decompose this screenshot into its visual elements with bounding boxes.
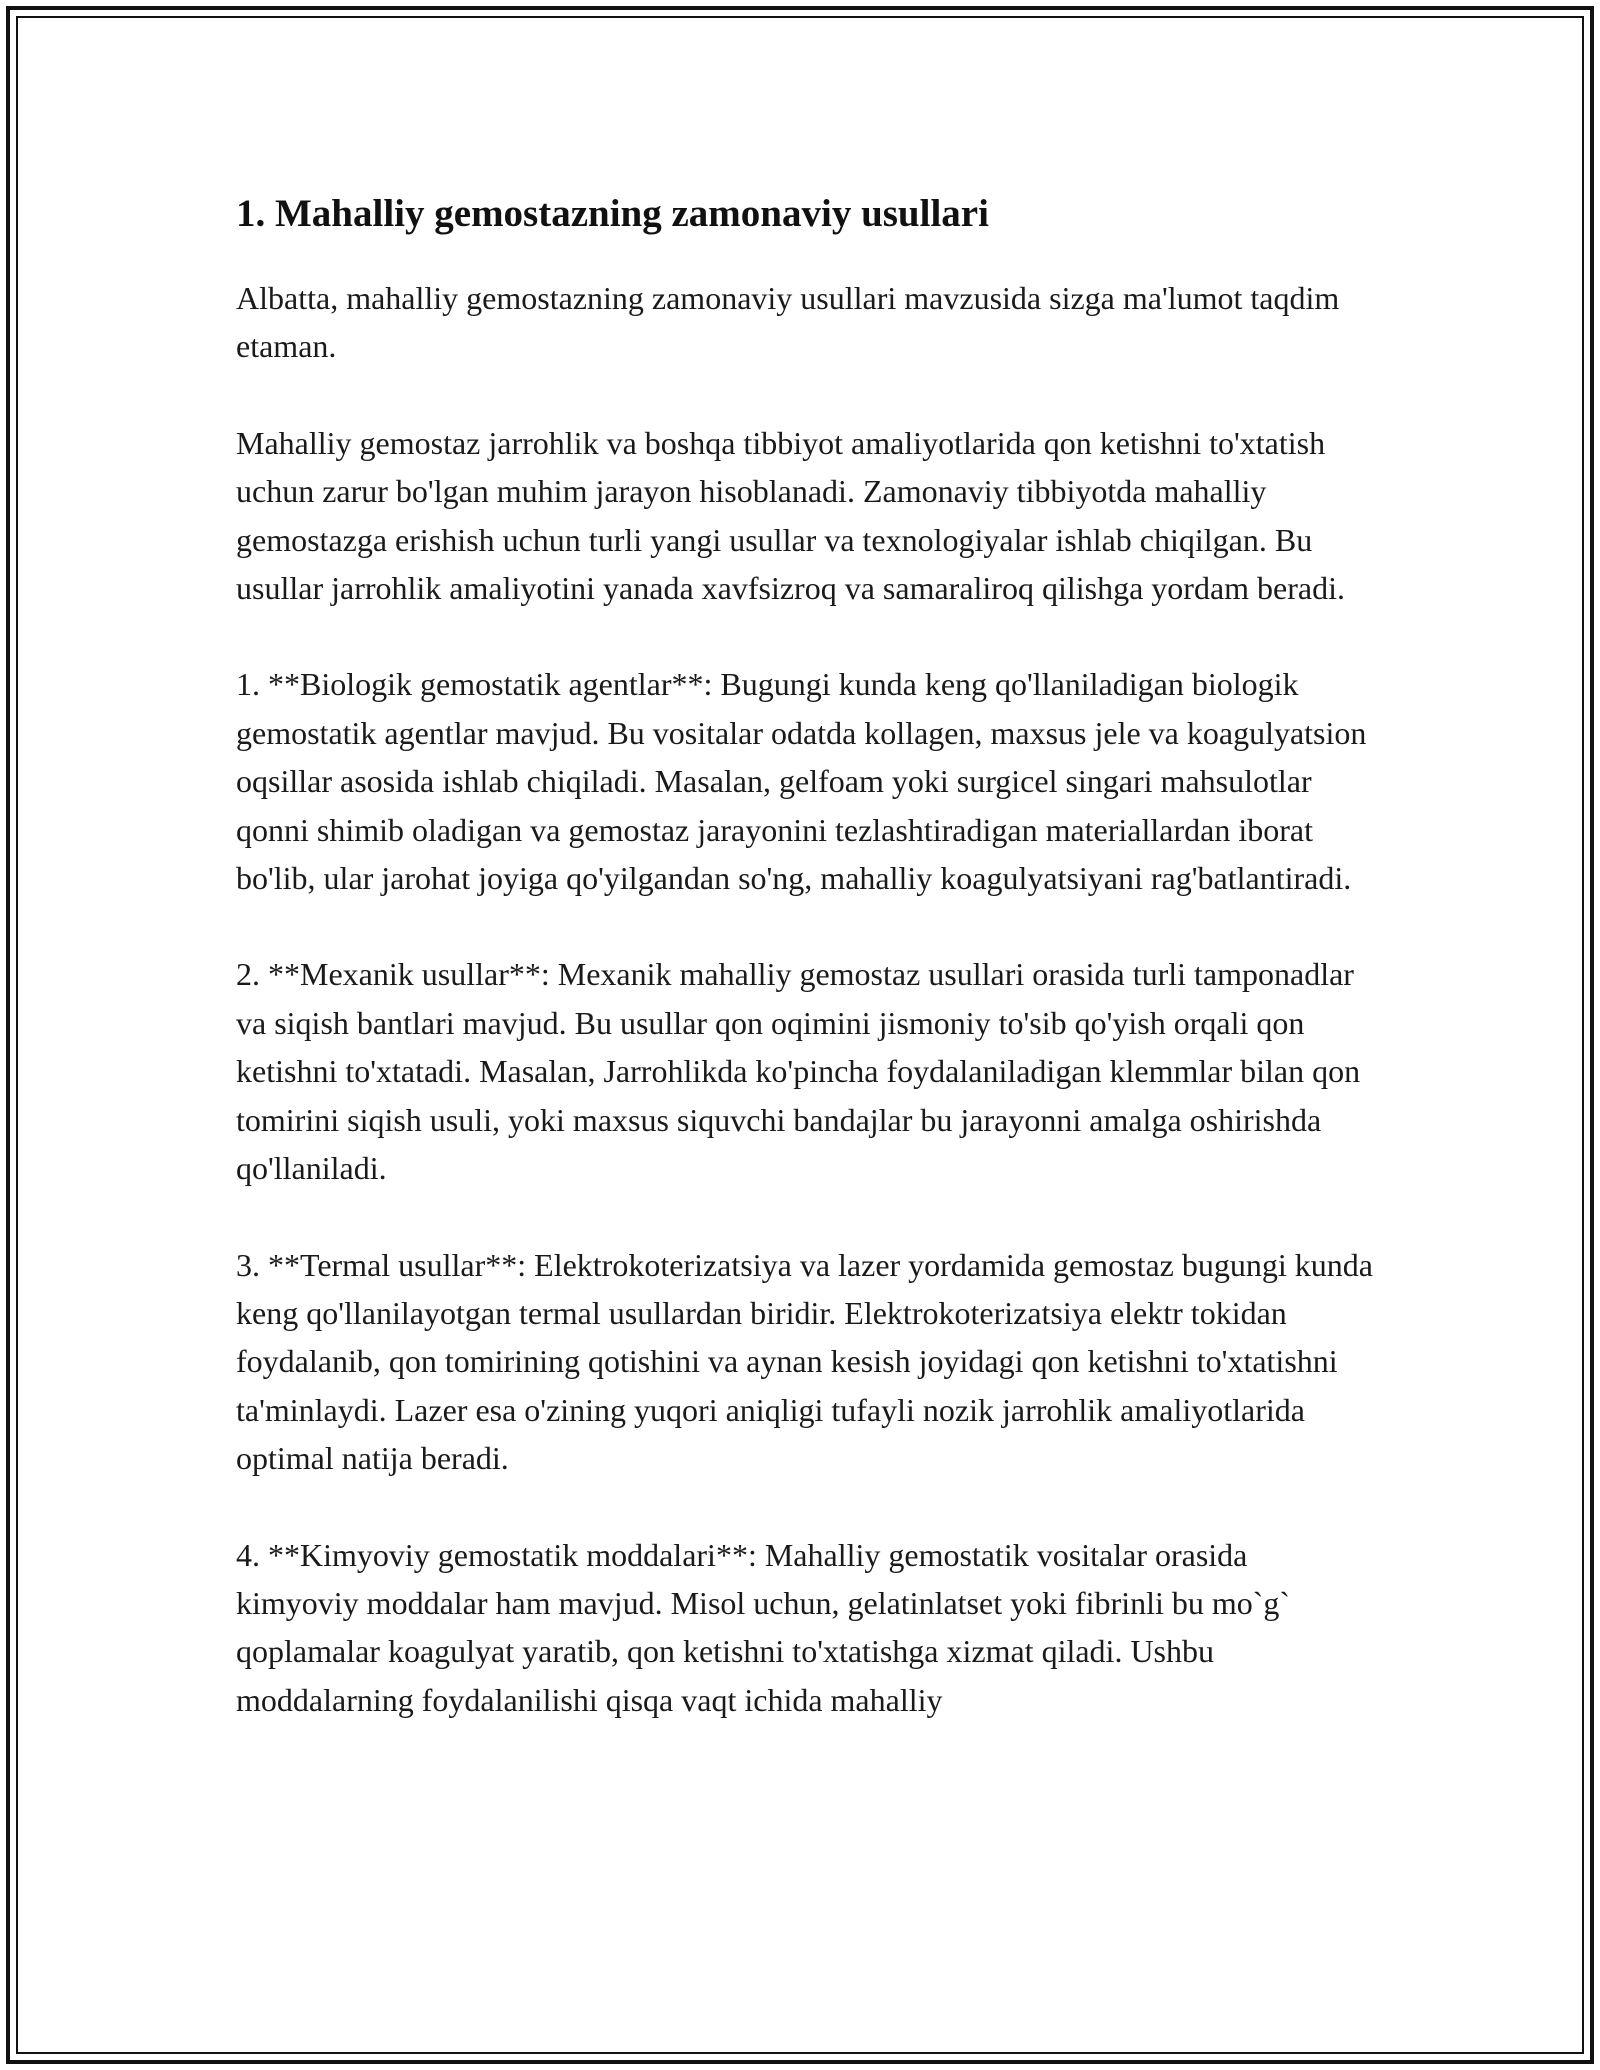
- paragraph-intro: Albatta, mahalliy gemostazning zamonaviy usullari mavzusida sizga ma'lumot taqdim etaman.: [236, 280, 1340, 365]
- paragraph-chemical-agents: 4. **Kimyoviy gemostatik moddalari**: Mahalliy gemostatik vositalar orasida kimyoviy moddalar ham mavjud. Misol uchun, gelatinlatset yoki fibrinli bu mo`g` qoplamalar koagulyat yaratib, qon ketishni to'xtatishga xizmat qiladi. Ushbu moddalarning foydalanilishi qisqa vaqt ichida mahalliy: [236, 1536, 1291, 1718]
- document-body: [236, 188, 1376, 1772]
- paragraph-mechanical-methods: 2. **Mexanik usullar**: Mexanik mahalliy gemostaz usullari orasida turli tamponadlar va siqish bantlari mavjud. Bu usullar qon oqimini jismoniy to'sib qo'yish orqali qon ketishni to'xtatadi. Masalan, Jarrohlikda ko'pincha foydalaniladigan klemmlar bilan qon tomirini siqish usuli, yoki maxsus siquvchi bandajlar bu jarayonni amalga oshirishda qo'llaniladi.: [236, 956, 1361, 1187]
- paragraph-overview: Mahalliy gemostaz jarrohlik va boshqa tibbiyot amaliyotlarida qon ketishni to'xtatish uchun zarur bo'lgan muhim jarayon hisoblanadi. Zamonaviy tibbiyotda mahalliy gemostazga erishish uchun turli yangi usullar va texnologiyalar ishlab chiqilgan. Bu usullar jarrohlik amaliyotini yanada xavfsizroq va samaraliroq qilishga yordam beradi.: [236, 424, 1345, 607]
- paragraph-biological-agents: 1. **Biologik gemostatik agentlar**: Bugungi kunda keng qo'llaniladigan biologik gemostatik agentlar mavjud. Bu vositalar odatda kollagen, maxsus jele va koagulyatsion oqsillar asosida ishlab chiqiladi. Masalan, gelfoam yoki surgicel singari mahsulotlar qonni shimib oladigan va gemostaz jarayonini tezlashtiradigan materiallardan iborat bo'lib, ular jarohat joyiga qo'yilgandan so'ng, mahalliy koagulyatsiyani rag'batlantiradi.: [236, 666, 1367, 897]
- paragraph-thermal-methods: 3. **Termal usullar**: Elektrokoterizatsiya va lazer yordamida gemostaz bugungi kunda keng qo'llanilayotgan termal usullardan biridir. Elektrokoterizatsiya elektr tokidan foydalanib, qon tomirining qotishini va aynan kesish joyidagi qon ketishni to'xtatishni ta'minlaydi. Lazer esa o'zining yuqori aniqligi tufayli nozik jarrohlik amaliyotlarida optimal natija beradi.: [236, 1246, 1373, 1477]
- document-title: 1. Mahalliy gemostazning zamonaviy usullari: [236, 192, 989, 235]
